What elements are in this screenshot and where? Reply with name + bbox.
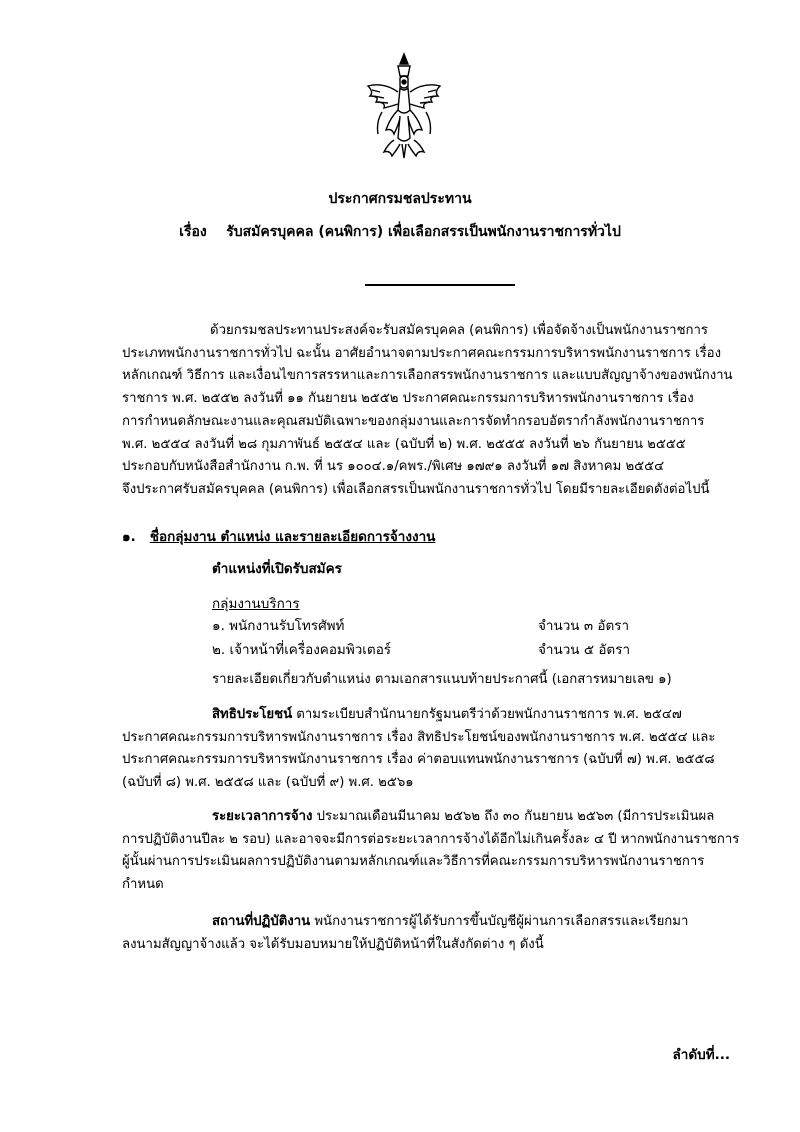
position-name: ๑. พนักงานรับโทรศัพท์ — [212, 618, 345, 634]
intro-line: ประเภทพนักงานราชการทั่วไป ฉะนั้น อาศัยอำนาจตามประกาศคณะกรรมการบริหารพนักงานราชการ เรื่อง — [122, 345, 722, 361]
section-1-title: ชื่อกลุ่มงาน ตำแหน่ง และรายละเอียดการจ้างงาน — [149, 529, 436, 545]
intro-line: ด้วยกรมชลประทานประสงค์จะรับสมัครบุคคล (คนพิการ) เพื่อจัดจ้างเป็นพนักงานราชการ — [210, 323, 709, 338]
intro-line: ราชการ พ.ศ. ๒๕๕๒ ลงวันที่ ๑๑ กันยายน ๒๕๕๒ ประกาศคณะกรรมการบริหารพนักงานราชการ เรื่อง — [122, 391, 694, 407]
workplace-line: ลงนามสัญญาจ้างแล้ว จะได้รับมอบหมายให้ปฏิบัติหน้าที่ในสังกัดต่าง ๆ ดังนี้ — [122, 936, 544, 952]
intro-line: ประกอบกับหนังสือสำนักงาน ก.พ. ที่ นร ๑๐๐๔.๑/คพร./พิเศษ ๑๗๙๑ ลงวันที่ ๑๗ สิงหาคม ๒๕๕๔ — [122, 459, 665, 475]
workplace-label: สถานที่ปฏิบัติงาน — [212, 914, 311, 929]
intro-line: จึงประกาศรับสมัครบุคคล (คนพิการ) เพื่อเลือกสรรเป็นพนักงานราชการทั่วไป โดยมีรายละเอียดดังต่อไปนี้ — [122, 481, 710, 497]
workplace-paragraph — [122, 911, 734, 956]
benefits-line: ประกาศคณะกรรมการบริหารพนักงานราชการ เรื่อง สิทธิประโยชน์ของพนักงานราชการ พ.ศ. ๒๕๕๔ และ — [122, 729, 716, 745]
position-count: จำนวน ๓ อัตรา — [538, 618, 630, 634]
employment-period-first-line: ประมาณเดือนมีนาคม ๒๕๖๒ ถึง ๓๐ กันยายน ๒๕๖๓ (มีการประเมินผล — [312, 809, 715, 824]
employment-period-label: ระยะเวลาการจ้าง — [212, 809, 313, 824]
subject-label: เรื่อง — [179, 224, 207, 240]
benefits-label: สิทธิประโยชน์ — [212, 707, 293, 722]
announcement-subject — [0, 221, 800, 243]
details-note: รายละเอียดเกี่ยวกับตำแหน่ง ตามเอกสารแนบท้ายประกาศนี้ (เอกสารหมายเลข ๑) — [212, 672, 672, 687]
position-row — [212, 614, 692, 636]
benefits-line: ประกาศคณะกรรมการบริหารพนักงานราชการ เรื่อง ค่าตอบแทนพนักงานราชการ (ฉบับที่ ๗) พ.ศ. ๒๕๕๘ — [122, 752, 715, 768]
title-divider — [365, 284, 515, 286]
intro-line: หลักเกณฑ์ วิธีการ และเงื่อนไขการสรรหาและการเลือกสรรพนักงานราชการ และแบบสัญญาจ้างของพนักงาน — [122, 368, 733, 384]
position-count: จำนวน ๕ อัตรา — [538, 642, 631, 658]
benefits-first-line: ตามระเบียบสำนักนายกรัฐมนตรีว่าด้วยพนักงานราชการ พ.ศ. ๒๕๔๗ — [292, 707, 682, 722]
employment-period-line: การปฏิบัติงานปีละ ๒ รอบ) และอาจจะมีการต่อระยะเวลาการจ้างได้อีกไม่เกินครั้งละ ๔ ปี หากพนักงานราชการ — [122, 831, 740, 847]
position-row — [212, 638, 692, 660]
intro-line: การกำหนดลักษณะงานและคุณสมบัติเฉพาะของกลุ่มงานและการจัดทำกรอบอัตรากำลังพนักงานราชการ — [122, 413, 705, 429]
section-1-heading — [122, 525, 435, 547]
employment-period-line: ผู้นั้นผ่านการประเมินผลการปฏิบัติงานตามหลักเกณฑ์และวิธีการที่คณะกรรมการบริหารพนักงานราชการ — [122, 854, 705, 870]
intro-paragraph — [122, 320, 734, 502]
benefits-paragraph — [122, 704, 734, 795]
section-1-number: ๑. — [122, 529, 136, 545]
employment-period-paragraph — [122, 806, 740, 897]
employment-period-line: กำหนด — [122, 877, 164, 893]
open-positions-label: ตำแหน่งที่เปิดรับสมัคร — [212, 561, 342, 577]
position-name: ๒. เจ้าหน้าที่เครื่องคอมพิวเตอร์ — [212, 642, 392, 658]
subject-text: รับสมัครบุคคล (คนพิการ) เพื่อเลือกสรรเป็นพนักงานราชการทั่วไป — [226, 224, 621, 240]
workplace-first-line: พนักงานราชการผู้ได้รับการขึ้นบัญชีผู้ผ่านการเลือกสรรและเรียกมา — [310, 914, 689, 929]
announcement-title: ประกาศกรมชลประทาน — [328, 191, 472, 207]
continued-marker: ลำดับที่... — [672, 1047, 730, 1063]
intro-line: พ.ศ. ๒๕๕๔ ลงวันที่ ๒๘ กุมภาพันธ์ ๒๕๕๔ และ (ฉบับที่ ๒) พ.ศ. ๒๕๕๕ ลงวันที่ ๒๖ กันยายน ๒๕๕๕ — [122, 436, 686, 452]
group-label: กลุ่มงานบริการ — [212, 596, 300, 612]
benefits-line: (ฉบับที่ ๘) พ.ศ. ๒๕๕๘ และ (ฉบับที่ ๙) พ.ศ. ๒๕๖๑ — [122, 775, 414, 791]
garuda-emblem-icon — [364, 52, 444, 160]
